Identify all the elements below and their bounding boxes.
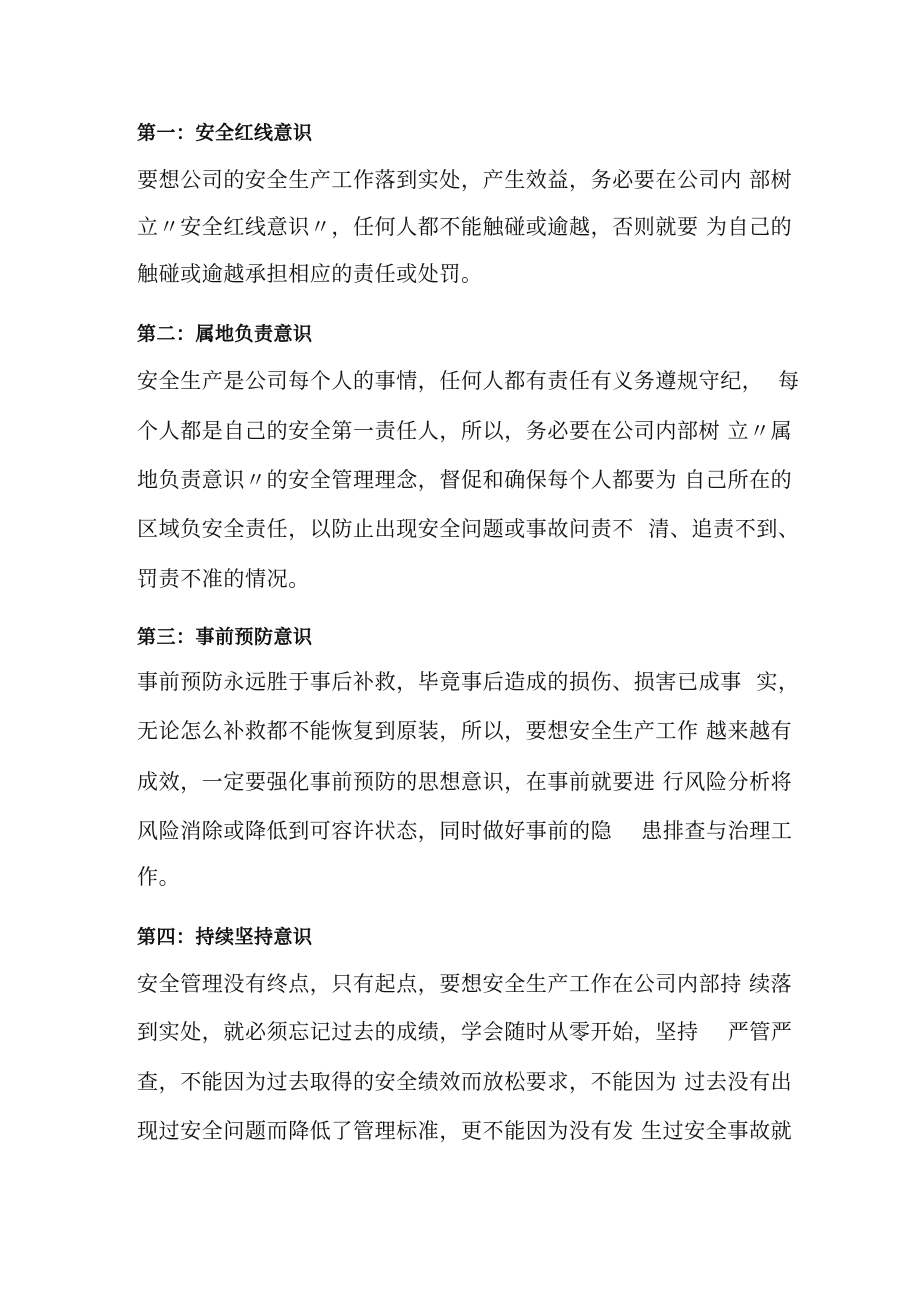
- section-4-line-1: 安全管理没有终点，只有起点，要想安全生产工作在公司内部持 续落: [137, 972, 793, 996]
- section-1-heading: 第一：安全红线意识: [137, 122, 313, 144]
- section-2-line-2: 个人都是自己的安全第一责任人，所以，务必要在公司内部树 立〃属: [137, 419, 793, 443]
- section-3-heading: 第三：事前预防意识: [137, 626, 313, 648]
- section-4-line-2: 到实处，就必须忘记过去的成绩，学会随时从零开始，坚持 严管严: [137, 1020, 793, 1044]
- section-1-line-3: 触碰或逾越承担相应的责任或处罚。: [137, 262, 483, 286]
- section-2-line-4: 区域负安全责任，以防止出现安全问题或事故问责不 清、追责不到、: [137, 517, 800, 541]
- section-2-line-5: 罚责不准的情况。: [137, 567, 310, 591]
- section-3-line-1: 事前预防永远胜于事后补救，毕竟事后造成的损伤、损害已成事 实，: [137, 670, 800, 694]
- section-3-line-5: 作。: [137, 865, 181, 889]
- section-3-line-4: 风险消除或降低到可容许状态，同时做好事前的隐 患排查与治理工: [137, 819, 793, 843]
- section-1-line-2: 立〃安全红线意识〃，任何人都不能触碰或逾越，否则就要 为自己的: [137, 215, 793, 239]
- section-4-heading: 第四：持续坚持意识: [137, 926, 313, 948]
- section-2-line-1: 安全生产是公司每个人的事情，任何人都有责任有义务遵规守纪， 每: [137, 369, 800, 393]
- section-4-line-4: 现过安全问题而降低了管理标准，更不能因为没有发 生过安全事故就: [137, 1119, 793, 1143]
- section-3-line-3: 成效，一定要强化事前预防的思想意识，在事前就要进 行风险分析将: [137, 770, 793, 794]
- section-3-line-2: 无论怎么补救都不能恢复到原装，所以，要想安全生产工作 越来越有: [137, 719, 793, 743]
- section-2-line-3: 地负责意识〃的安全管理理念，督促和确保每个人都要为 自己所在的: [137, 468, 793, 492]
- section-2-heading: 第二：属地负责意识: [137, 323, 313, 345]
- section-1-line-1: 要想公司的安全生产工作落到实处，产生效益，务必要在公司内 部树: [137, 168, 793, 192]
- section-4-line-3: 查，不能因为过去取得的安全绩效而放松要求，不能因为 过去没有出: [137, 1070, 793, 1094]
